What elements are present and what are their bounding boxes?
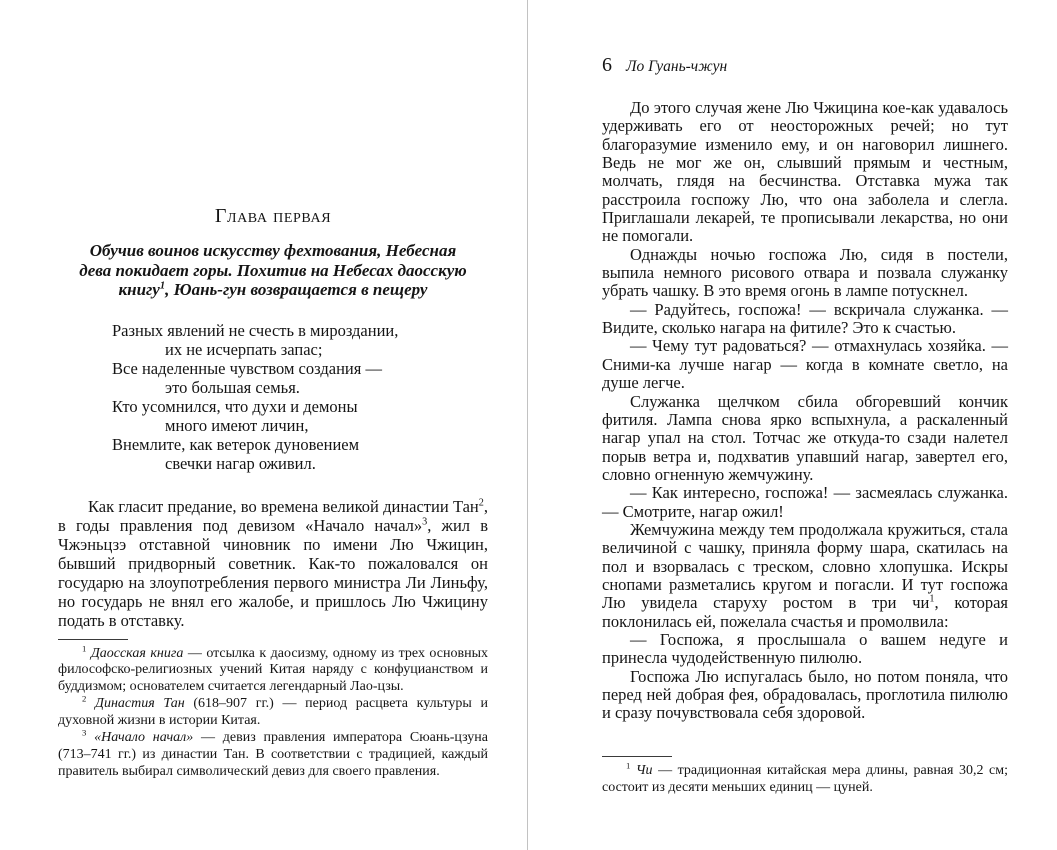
footnote-marker: 2 (478, 497, 484, 508)
body-paragraph: Жемчужина между тем продолжала кружиться, стала величиной с чашку, приняла форму шара, скатилась на пол и взорвалась с треском, словно хлопушка. Искры снопами разметались кругом и погасли. И тут госпожа Лю увидела старуху ростом в три $чи^1$, которая поклонилась ей, пожелала счастья и промолвила: (602, 519, 1008, 631)
right-page (602, 0, 1008, 797)
footnote-separator (58, 639, 128, 640)
footnote-marker: 3 (422, 516, 428, 527)
footnotes (58, 642, 489, 781)
footnote-marker: 1 (82, 642, 87, 653)
running-header (602, 0, 1008, 77)
body-text (602, 99, 1008, 723)
epigraph-line: дева покидает горы. Похитив на Небесах даосскую (79, 260, 467, 280)
body-paragraph: Госпожа Лю испугалась было, но потом поняла, что перед ней добрая фея, обрадовалась, проглотила пилюлю и сразу почувствовала себя здоровой. (602, 666, 1008, 723)
footnote-marker: 1 (159, 280, 166, 292)
poem-line: Все наделенные чувством создания — (112, 358, 382, 378)
poem-line: это большая семья. (165, 377, 300, 397)
footnote: $^2$ Династия Тан (618–907 гг.) — период расцвета культуры и духовной жизни в истории Китая. (58, 693, 488, 729)
epigraph-line: книгу$^1$, Юань-гун возвращается в пещеру (118, 280, 428, 299)
dialogue-paragraph: — Чему тут радоваться? — отмахнулась хозяйка. — Сними-ка лучше нагар — когда в комнате светло, на душе легче. (602, 336, 1008, 393)
footnote-marker: 1 (929, 593, 935, 605)
poem-line: свечки нагар оживил. (165, 453, 316, 473)
poem-line: Внемлите, как ветерок дуновением (112, 434, 360, 454)
dialogue-paragraph: — Радуйтесь, госпожа! — вскричала служанка. — Видите, сколько нагара на фитиле? Это к счастью. (602, 299, 1008, 338)
poem-line: Разных явлений не счесть в мироздании, (112, 320, 399, 340)
poem-line: Кто усомнился, что духи и демоны (112, 396, 358, 416)
body-paragraph: До этого случая жене Лю Чжицина кое-как удавалось удерживать его от неосторожных речей; но тут благоразумие изменило ему, и он наговорил лишнего. Ведь не мог же он, слывший прямым и честным, молчать, глядя на бесчинства. Отставка мужа так расстроила госпожу Лю, что она заболела и слегла. Приглашали лекарей, те прописывали лекарства, но они не помогали. (602, 98, 1008, 246)
chapter-epigraph (58, 241, 488, 300)
chapter-poem (58, 321, 488, 473)
footnote: $^1$ Чи — традиционная китайская мера длины, равная 30,2 см; состоит из десяти меньших единиц — цуней. (602, 760, 1008, 795)
poem-line: их не исчерпать запас; (165, 339, 323, 359)
poem-line: много имеют личин, (165, 415, 309, 435)
page-gutter-divider (527, 0, 528, 850)
footnote-marker: 1 (626, 760, 631, 771)
footnote-marker: 2 (82, 693, 87, 704)
page-number: 6 (602, 54, 612, 76)
footnote-separator (602, 756, 672, 757)
dialogue-paragraph: — Как интересно, госпожа! — засмеялась служанка. — Смотрите, нагар ожил! (602, 483, 1008, 521)
footnote: $^3$ «Начало начал» — девиз правления императора Сюань-цзуна (713–741 гг.) из династии Тан. В соответствии с традицией, каждый правитель выбирал символический девиз для своего правления. (58, 727, 489, 779)
footnotes (602, 760, 1008, 797)
body-paragraph: Однажды ночью госпожа Лю, сидя в постели, выпила немного рисового отвара и позвала служанку убрать чашку. В это время огонь в лампе потускнел. (602, 244, 1008, 301)
running-title: Ло Гуань-чжун (626, 58, 728, 75)
left-page (58, 0, 488, 781)
dialogue-paragraph: — Госпожа, я прослышала о вашем недуге и принесла чудодейственную пилюлю. (602, 629, 1008, 668)
body-paragraph: Как гласит предание, во времена великой династии Тан$^2$, в годы правления под девизом «Начало начал»$^3$, жил в Чжэньцзэ отставной чиновник по имени Лю Чжицин, бывший придворный советник. Как-то пожаловался он государю на злоупотребления первого министра Ли Линьфу, но государь не внял его жалобе, и пришлось Лю Чжицину подать в отставку. (58, 496, 488, 630)
footnote-marker: 3 (82, 727, 87, 738)
body-paragraph: Служанка щелчком сбила обгоревший кончик фитиля. Лампа снова ярко вспыхнула, а раскаленный нагар упал на стол. Тотчас же откуда-то сзади налетел порыв ветра и, подхватив упавший нагар, завертел его, словно огненную жемчужину. (602, 391, 1008, 484)
epigraph-line: Обучив воинов искусству фехтования, Небесная (89, 241, 457, 260)
footnote: $^1$ Даосская книга — отсылка к даосизму, одному из трех основных философско-религиозных учений Китая наряду с конфуцианством и буддизмом; основателем считается легендарный Лао-цзы. (58, 642, 489, 695)
chapter-title: Глава первая (214, 205, 332, 227)
